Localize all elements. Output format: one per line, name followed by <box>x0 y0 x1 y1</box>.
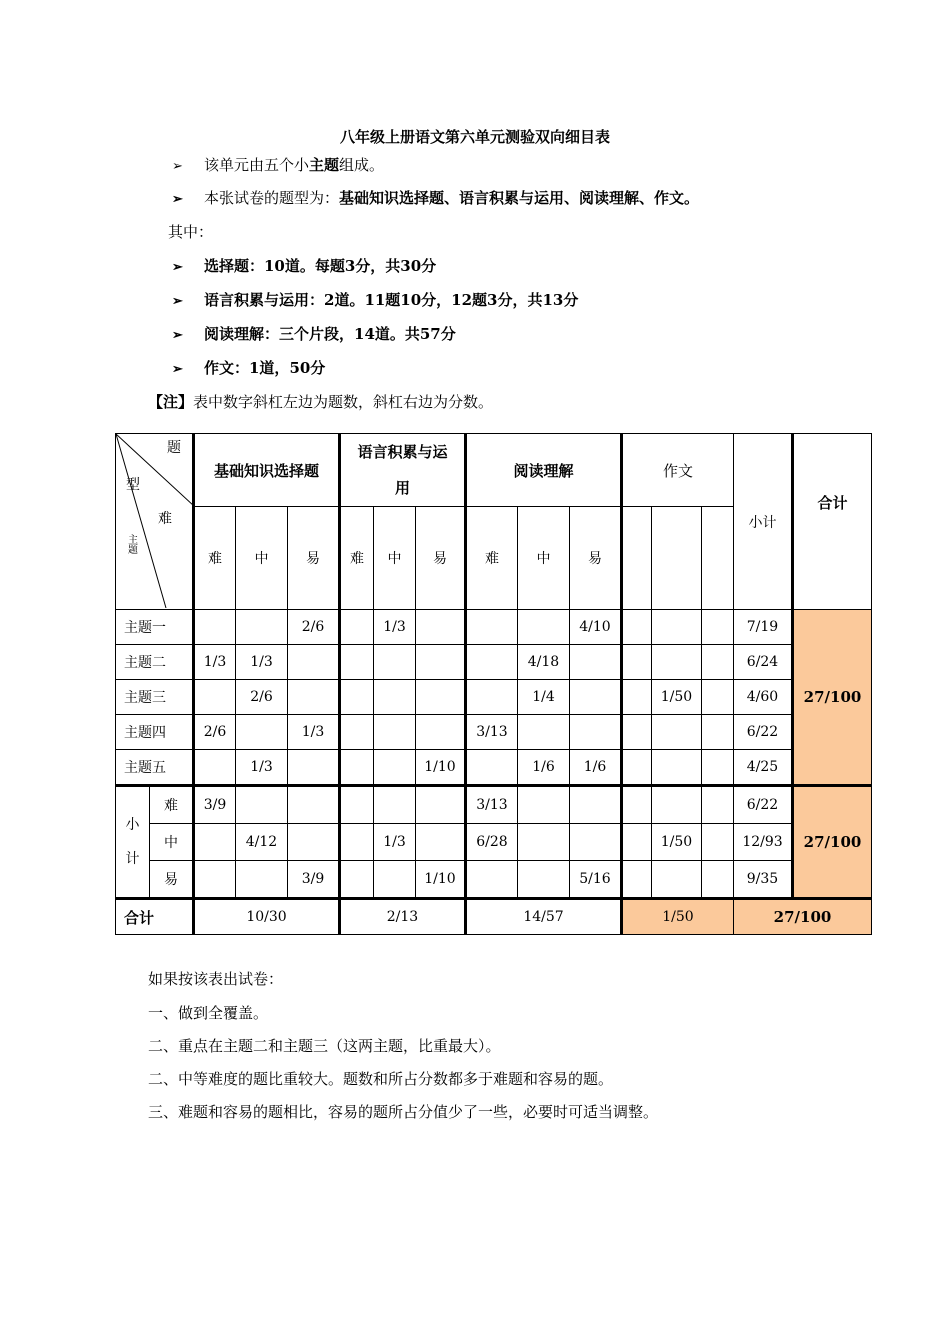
specification-table <box>115 433 872 935</box>
conclusion-line: 三、难题和容易的题相比，容易的题所占分值少了一些，必要时可适当调整。 <box>148 1103 659 1121</box>
essay-empty-cell <box>622 507 652 610</box>
cell: 1/3 <box>374 610 416 645</box>
table-row <box>116 824 872 861</box>
conclusion-line: 如果按该表出试卷： <box>148 970 284 988</box>
row-label: 易 <box>150 861 194 899</box>
cell <box>622 680 652 715</box>
level-total: 27/100 <box>793 786 872 899</box>
cell: 4/12 <box>236 824 288 861</box>
arrow-bullet-icon: ➢ <box>172 328 183 343</box>
cell <box>374 645 416 680</box>
cell <box>340 680 374 715</box>
group-reading-header: 阅读理解 <box>466 434 622 507</box>
row-label: 主题一 <box>116 610 194 645</box>
cell: 4/18 <box>518 645 570 680</box>
cell <box>466 645 518 680</box>
level-medium: 中 <box>374 507 416 610</box>
cell <box>518 824 570 861</box>
cell <box>340 861 374 899</box>
intro-item: ➢ 作文：1道，50分 <box>172 359 326 377</box>
arrow-bullet-icon: ➢ <box>172 294 183 309</box>
cell <box>622 824 652 861</box>
row-label: 主题二 <box>116 645 194 680</box>
cell <box>288 786 340 824</box>
cell <box>702 715 734 750</box>
table-row <box>116 645 872 680</box>
cell: 3/13 <box>466 786 518 824</box>
cell: 4/10 <box>570 610 622 645</box>
cell <box>652 750 702 786</box>
cell: 2/6 <box>194 715 236 750</box>
level-subtotal-label: 小 计 <box>116 786 150 899</box>
cell: 1/10 <box>416 861 466 899</box>
cell <box>416 824 466 861</box>
row-subtotal: 4/60 <box>734 680 793 715</box>
grand-total: 27/100 <box>734 899 872 935</box>
cell <box>374 680 416 715</box>
cell: 1/3 <box>236 750 288 786</box>
cell: 1/6 <box>518 750 570 786</box>
corner-xing: 型 <box>126 477 140 493</box>
group-language-header: 语言积累与运 用 <box>340 434 466 507</box>
cell <box>340 610 374 645</box>
cell <box>340 715 374 750</box>
cell: 1/3 <box>236 645 288 680</box>
level-medium: 中 <box>236 507 288 610</box>
note: 【注】表中数字斜杠左边为题数，斜杠右边为分数。 <box>148 393 494 411</box>
cell <box>194 750 236 786</box>
intro-item: ➢ 阅读理解：三个片段，14道。共57分 <box>172 325 456 343</box>
diagonal-lines-icon <box>116 434 194 608</box>
topic-total: 27/100 <box>793 610 872 786</box>
row-subtotal: 9/35 <box>734 861 793 899</box>
cell: 1/6 <box>570 750 622 786</box>
cell <box>466 610 518 645</box>
level-hard: 难 <box>340 507 374 610</box>
grand-total-label: 合计 <box>116 899 194 935</box>
table-row <box>116 610 872 645</box>
row-label: 难 <box>150 786 194 824</box>
grand-reading: 14/57 <box>466 899 622 935</box>
cell <box>622 715 652 750</box>
level-hard: 难 <box>194 507 236 610</box>
cell <box>518 861 570 899</box>
cell <box>518 786 570 824</box>
cell <box>236 610 288 645</box>
row-label: 主题四 <box>116 715 194 750</box>
cell <box>702 750 734 786</box>
level-hard: 难 <box>466 507 518 610</box>
cell <box>702 786 734 824</box>
cell <box>652 610 702 645</box>
cell: 3/13 <box>466 715 518 750</box>
cell <box>466 750 518 786</box>
cell <box>416 786 466 824</box>
cell <box>288 680 340 715</box>
cell <box>702 861 734 899</box>
cell <box>570 680 622 715</box>
corner-diagonal-header <box>116 434 194 610</box>
cell <box>288 824 340 861</box>
row-subtotal: 4/25 <box>734 750 793 786</box>
cell <box>416 715 466 750</box>
intro-item: ➢ 选择题：10道。每题3分，共30分 <box>172 257 437 275</box>
cell <box>374 861 416 899</box>
row-subtotal: 7/19 <box>734 610 793 645</box>
row-label: 中 <box>150 824 194 861</box>
arrow-bullet-icon: ➢ <box>172 192 183 207</box>
row-label: 主题三 <box>116 680 194 715</box>
corner-ti: 题 <box>167 440 181 456</box>
cell <box>702 680 734 715</box>
grand-total-row <box>116 899 872 935</box>
table-row <box>116 715 872 750</box>
cell <box>466 680 518 715</box>
cell <box>622 786 652 824</box>
page-title: 八年级上册语文第六单元测验双向细目表 <box>339 128 610 146</box>
cell <box>702 824 734 861</box>
cell <box>236 786 288 824</box>
corner-nan: 难 <box>158 511 172 527</box>
cell: 3/9 <box>194 786 236 824</box>
row-subtotal: 6/24 <box>734 645 793 680</box>
cell: 1/50 <box>652 680 702 715</box>
cell <box>622 645 652 680</box>
cell <box>570 715 622 750</box>
cell <box>570 645 622 680</box>
table-row <box>116 861 872 899</box>
cell: 5/16 <box>570 861 622 899</box>
level-easy: 易 <box>570 507 622 610</box>
cell <box>416 645 466 680</box>
arrow-bullet-icon: ➢ <box>172 159 183 174</box>
cell <box>194 861 236 899</box>
cell <box>518 715 570 750</box>
cell <box>622 610 652 645</box>
conclusion-line: 二、中等难度的题比重较大。题数和所占分数都多于难题和容易的题。 <box>148 1070 614 1088</box>
level-medium: 中 <box>518 507 570 610</box>
cell <box>622 861 652 899</box>
cell <box>702 645 734 680</box>
conclusion-line: 二、重点在主题二和主题三（这两主题，比重最大）。 <box>148 1037 501 1055</box>
cell: 6/28 <box>466 824 518 861</box>
grand-language: 2/13 <box>340 899 466 935</box>
subtotal-header: 小计 <box>734 434 793 610</box>
corner-zhuti: 主 题 <box>128 535 138 556</box>
cell <box>194 824 236 861</box>
cell: 1/3 <box>374 824 416 861</box>
cell <box>340 786 374 824</box>
cell <box>236 715 288 750</box>
cell <box>340 750 374 786</box>
cell: 3/9 <box>288 861 340 899</box>
grand-basic: 10/30 <box>194 899 340 935</box>
cell <box>652 861 702 899</box>
cell <box>236 861 288 899</box>
cell <box>652 645 702 680</box>
cell <box>702 610 734 645</box>
row-subtotal: 6/22 <box>734 786 793 824</box>
cell <box>374 750 416 786</box>
cell <box>288 645 340 680</box>
cell <box>374 715 416 750</box>
cell <box>194 610 236 645</box>
arrow-bullet-icon: ➢ <box>172 260 183 275</box>
among-label: 其中： <box>168 223 214 241</box>
conclusion-line: 一、做到全覆盖。 <box>148 1004 269 1022</box>
essay-empty-cell <box>652 507 702 610</box>
group-basic-header: 基础知识选择题 <box>194 434 340 507</box>
cell <box>416 610 466 645</box>
cell: 2/6 <box>288 610 340 645</box>
cell: 1/3 <box>194 645 236 680</box>
level-easy: 易 <box>416 507 466 610</box>
row-label: 主题五 <box>116 750 194 786</box>
cell: 1/3 <box>288 715 340 750</box>
table-row <box>116 750 872 786</box>
cell <box>374 786 416 824</box>
total-header: 合计 <box>793 434 872 610</box>
cell <box>652 715 702 750</box>
cell <box>194 680 236 715</box>
cell <box>652 786 702 824</box>
intro-item: ➢ 语言积累与运用：2道。11题10分，12题3分，共13分 <box>172 291 579 309</box>
arrow-bullet-icon: ➢ <box>172 362 183 377</box>
table-row <box>116 680 872 715</box>
level-easy: 易 <box>288 507 340 610</box>
cell <box>340 645 374 680</box>
intro-line-2: ➢ 本张试卷的题型为：基础知识选择题、语言积累与运用、阅读理解、作文。 <box>172 189 700 207</box>
cell <box>340 824 374 861</box>
row-subtotal: 6/22 <box>734 715 793 750</box>
cell <box>570 786 622 824</box>
table-row <box>116 786 872 824</box>
group-essay-header: 作文 <box>622 434 734 507</box>
cell <box>466 861 518 899</box>
cell: 2/6 <box>236 680 288 715</box>
cell <box>570 824 622 861</box>
cell: 1/4 <box>518 680 570 715</box>
cell: 1/50 <box>652 824 702 861</box>
cell: 1/10 <box>416 750 466 786</box>
cell <box>416 680 466 715</box>
grand-essay: 1/50 <box>622 899 734 935</box>
cell <box>518 610 570 645</box>
essay-empty-cell <box>702 507 734 610</box>
cell <box>288 750 340 786</box>
intro-line-1: ➢ 该单元由五个小主题组成。 <box>172 156 385 174</box>
row-subtotal: 12/93 <box>734 824 793 861</box>
cell <box>622 750 652 786</box>
